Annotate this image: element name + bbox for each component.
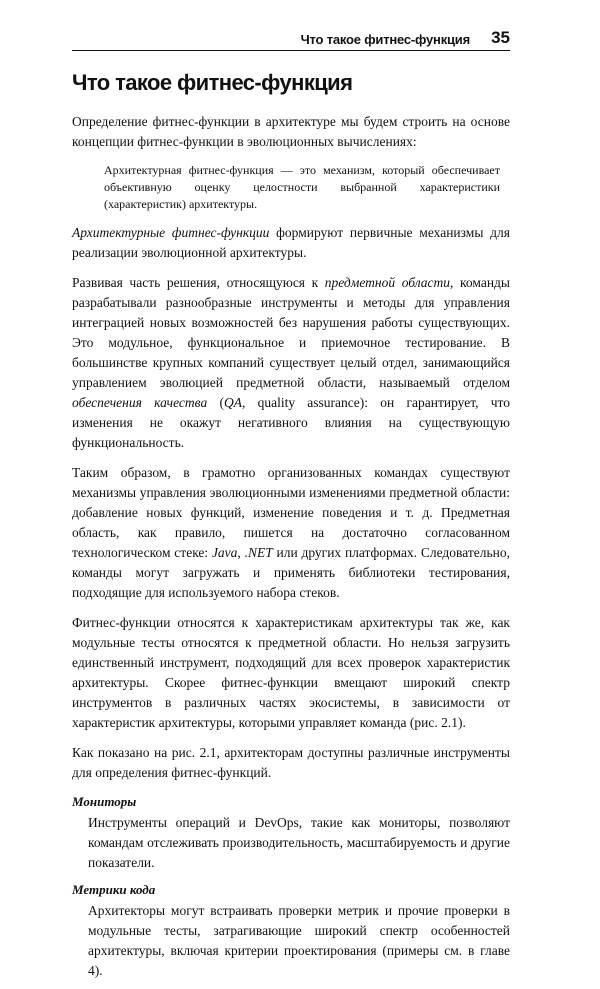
emphasis-term: QA [223, 395, 242, 410]
paragraph-stack: Таким образом, в грамотно организованных командах существуют механизмы управления эволюционными изменениями предметной области: добавление новых функций, изменение поведения и т. д. Предметная область, как правило, пишется на достаточно согласованном технологическом стеке: Java, .NET или других платформах. Следовательно, команды могут загружать и применять библиотеки тестирования, подходящие для используемого набора стеков. [72, 465, 510, 600]
emphasis-term: предметной области [324, 275, 451, 290]
emphasis-term: Java [211, 545, 238, 560]
emphasis-term: Архитектурные фитнес-функции [72, 225, 270, 240]
paragraph-figure-reference: Как показано на рис. 2.1, архитекторам доступны различные инструменты для определения фитнес-функций. [72, 745, 510, 780]
page-number: 35 [491, 28, 510, 47]
term-code-metrics-description: Архитекторы могут встраивать проверки метрик и прочие проверки в модульные тесты, затрагивающие широкий спектр особенностей архитектуры, включая критерии проектирования (примеры см. в главе 4). [88, 903, 510, 978]
running-title: Что такое фитнес-функция [300, 32, 470, 47]
emphasis-term: обеспечения качества [72, 395, 208, 410]
section-title: Что такое фитнес-функция [72, 70, 353, 95]
paragraph-architecture-characteristics: Фитнес-функции относятся к характеристикам архитектуры так же, как модульные тесты относятся к предметной области. Но нельзя загрузить единственный инструмент, подходящий для всех проверок характеристик архитектуры. Скорее фитнес-функции вмещают широкий спектр инструментов в различных частях экосистемы, в зависимости от характеристик архитектуры, которыми управляет команда (рис. 2.1). [72, 615, 510, 730]
paragraph-fitness-functions: Архитектурные фитнес-функции формируют первичные механизмы для реализации эволюционной архитектуры. [72, 225, 510, 260]
term-monitors: Мониторы [72, 794, 137, 809]
term-monitors-description: Инструменты операций и DevOps, такие как мониторы, позволяют командам отслеживать производительность, масштабируемость и другие показатели. [88, 815, 510, 870]
emphasis-term: .NET [244, 545, 273, 560]
page-header [72, 22, 510, 51]
definition-quote: Архитектурная фитнес-функция — это механизм, который обеспечивает объективную оценку целостности выбранной характеристики (характеристик) архитектуры. [104, 163, 500, 211]
paragraph-domain: Развивая часть решения, относящуюся к предметной области, команды разрабатывали разнообразные инструменты и методы для управления интеграцией новых возможностей без нарушения работы существующих. Это модульное, функциональное и приемочное тестирование. В большинстве крупных компаний существует целый отдел, занимающийся управлением эволюцией предметной области, называемый отделом обеспечения качества (QA, quality assurance): он гарантирует, что изменения не окажут негативного влияния на существующую функциональность. [72, 275, 511, 450]
term-code-metrics: Метрики кода [72, 882, 156, 897]
paragraph-intro: Определение фитнес-функции в архитектуре мы будем строить на основе концепции фитнес-функции в эволюционных вычислениях: [72, 114, 510, 149]
page-content [72, 70, 510, 989]
